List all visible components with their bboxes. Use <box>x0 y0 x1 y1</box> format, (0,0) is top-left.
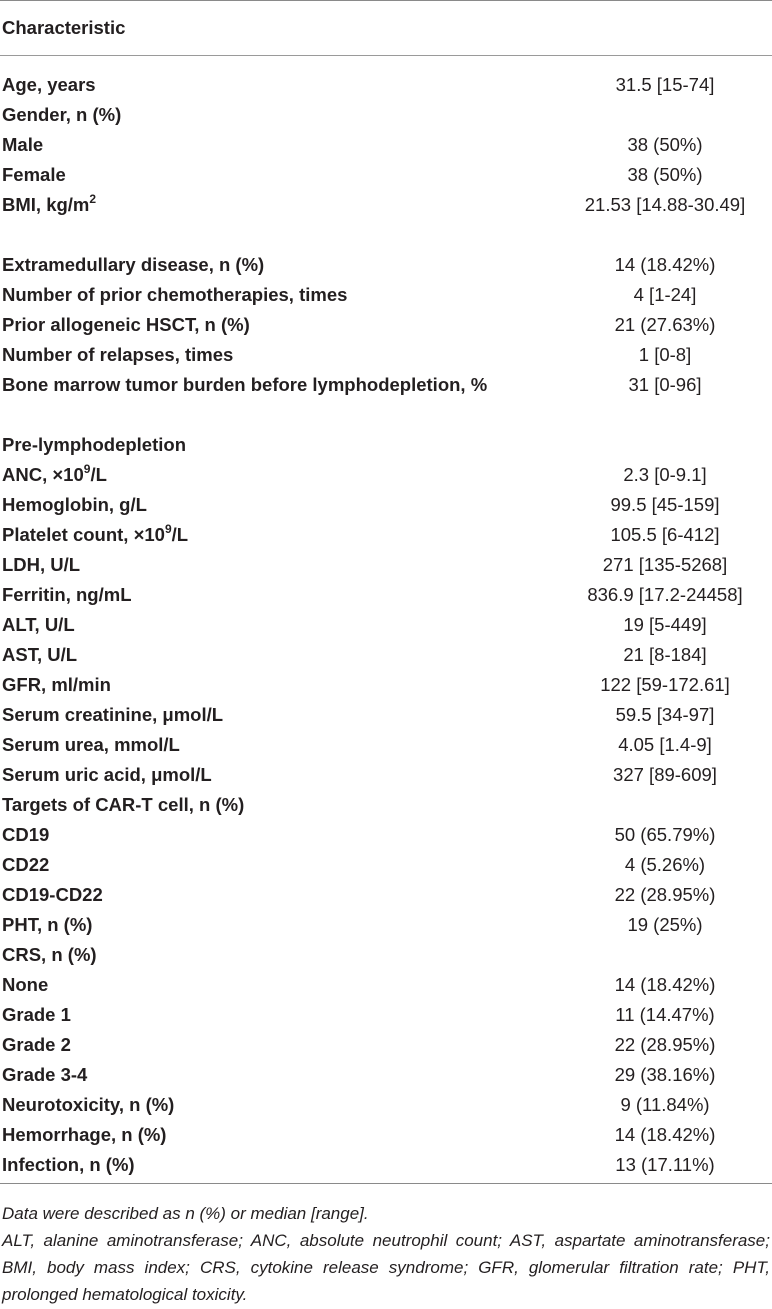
row-label: Grade 1 <box>2 1004 71 1025</box>
row-value: 4 (5.26%) <box>624 854 706 875</box>
row-value: 14 (18.42%) <box>614 1124 716 1145</box>
row-value: 59.5 [34-97] <box>615 704 715 725</box>
table-row <box>0 580 772 610</box>
table-row <box>0 1000 772 1030</box>
table-row <box>0 970 772 1000</box>
superscript: 9 <box>164 522 172 536</box>
row-value: 31 [0-96] <box>628 374 702 395</box>
row-value: 13 (17.11%) <box>615 1154 715 1175</box>
table-row <box>0 310 772 340</box>
table-row <box>0 1150 772 1180</box>
row-label: ALT, U/L <box>2 614 75 635</box>
table-row <box>0 550 772 580</box>
table-row <box>0 160 772 190</box>
row-value: 21 (27.63%) <box>614 314 716 335</box>
row-value: 21 [8-184] <box>623 644 707 665</box>
table-row <box>0 700 772 730</box>
table-row <box>0 250 772 280</box>
row-value: 271 [135-5268] <box>602 554 728 575</box>
row-value: 29 (38.16%) <box>614 1064 716 1085</box>
row-label: Bone marrow tumor burden before lymphodepletion, % <box>2 374 488 395</box>
table-row <box>0 760 772 790</box>
row-label: CD19-CD22 <box>2 884 103 905</box>
row-label: Hemorrhage, n (%) <box>2 1124 167 1145</box>
row-label: Prior allogeneic HSCT, n (%) <box>2 314 250 335</box>
row-label: Gender, n (%) <box>2 104 122 125</box>
table-top-rule <box>0 0 772 1</box>
table-row <box>0 490 772 520</box>
row-value: 4 [1-24] <box>633 284 697 305</box>
row-label: Number of prior chemotherapies, times <box>2 284 348 305</box>
row-value: 14 (18.42%) <box>614 974 716 995</box>
row-label: Grade 2 <box>2 1034 71 1055</box>
table-row <box>0 460 772 490</box>
row-value: 9 (11.84%) <box>620 1094 710 1115</box>
table-row <box>0 340 772 370</box>
row-value: 22 (28.95%) <box>614 884 716 905</box>
column-header-characteristic: Characteristic <box>2 17 126 38</box>
row-label: CD19 <box>2 824 50 845</box>
row-value: 38 (50%) <box>627 134 703 155</box>
row-label: ANC, $\times 10^9/L$ <box>2 462 107 485</box>
row-label: Age, years <box>2 74 96 95</box>
table-row <box>0 100 772 130</box>
table-row <box>0 130 772 160</box>
row-label: GFR, ml/min <box>2 674 111 695</box>
row-value: 14 (18.42%) <box>614 254 716 275</box>
superscript: 9 <box>83 462 91 476</box>
table-row <box>0 520 772 550</box>
row-value: 2.3 [0-9.1] <box>623 464 707 485</box>
row-value: 31.5 [15-74] <box>615 74 715 95</box>
row-label: Platelet count, $\times 10^9/L$ <box>2 522 189 545</box>
table-row <box>0 610 772 640</box>
row-value: 22 (28.95%) <box>614 1034 716 1055</box>
table-row <box>0 1090 772 1120</box>
table-row <box>0 1120 772 1150</box>
row-value: 99.5 [45-159] <box>610 494 720 515</box>
table-footnote: Data were described as n (%) or median [range]. <box>2 1204 369 1223</box>
row-label: Serum uric acid, μmol/L <box>2 764 212 785</box>
superscript: 2 <box>89 192 97 206</box>
row-label: Serum urea, mmol/L <box>2 734 180 755</box>
header-divider <box>0 55 772 56</box>
row-label: CRS, n (%) <box>2 944 97 965</box>
row-label: Targets of CAR-T cell, n (%) <box>2 794 245 815</box>
table-row <box>0 910 772 940</box>
row-label: Serum creatinine, μmol/L <box>2 704 224 725</box>
row-label: Male <box>2 134 44 155</box>
table-row <box>0 880 772 910</box>
row-label: Ferritin, ng/mL <box>2 584 132 605</box>
row-value: 836.9 [17.2-24458] <box>587 584 743 605</box>
row-label: PHT, n (%) <box>2 914 93 935</box>
table-row <box>0 190 772 250</box>
row-value: 19 (25%) <box>627 914 703 935</box>
row-value: 4.05 [1.4-9] <box>618 734 712 755</box>
row-value: 19 [5-449] <box>623 614 707 635</box>
table-row <box>0 1030 772 1060</box>
row-label: AST, U/L <box>2 644 78 665</box>
table-row <box>0 730 772 760</box>
row-label: Female <box>2 164 66 185</box>
row-label: Extramedullary disease, n (%) <box>2 254 265 275</box>
table-row <box>0 850 772 880</box>
table-bottom-rule <box>0 1183 772 1184</box>
row-value: 38 (50%) <box>627 164 703 185</box>
row-label: Neurotoxicity, n (%) <box>2 1094 175 1115</box>
row-label: Hemoglobin, g/L <box>2 494 147 515</box>
row-value: 327 [89-609] <box>613 764 717 785</box>
row-label: BMI, $kg/m^2$ <box>2 192 97 215</box>
table-row <box>0 940 772 970</box>
row-value: 11 (14.47%) <box>615 1004 715 1025</box>
row-value: 1 [0-8] <box>638 344 692 365</box>
row-label: LDH, U/L <box>2 554 81 575</box>
row-label: Grade 3-4 <box>2 1064 88 1085</box>
row-label: Number of relapses, times <box>2 344 234 365</box>
table-row <box>0 1060 772 1090</box>
row-value: 105.5 [6-412] <box>610 524 720 545</box>
row-value: 50 (65.79%) <box>614 824 716 845</box>
table-row <box>0 640 772 670</box>
table-row <box>0 370 772 430</box>
table-row <box>0 790 772 820</box>
table-row <box>0 670 772 700</box>
row-label: Pre-lymphodepletion <box>2 434 186 455</box>
abbreviations-footnote: ALT, alanine aminotransferase; ANC, absolute neutrophil count; AST, aspartate aminotransferase; BMI, body mass index; CRS, cytokine release syndrome; GFR, glomerular filtration rate; PHT, prolonged hematological toxicity. <box>2 1231 770 1304</box>
row-value: 21.53 [14.88-30.49] <box>584 194 746 215</box>
row-value: 122 [59-172.61] <box>600 674 730 695</box>
row-label: None <box>2 974 49 995</box>
row-label: CD22 <box>2 854 50 875</box>
table-row <box>0 430 772 460</box>
table-row <box>0 70 772 100</box>
row-label: Infection, n (%) <box>2 1154 135 1175</box>
table-row <box>0 280 772 310</box>
table-row <box>0 820 772 850</box>
table-body <box>0 70 772 1180</box>
